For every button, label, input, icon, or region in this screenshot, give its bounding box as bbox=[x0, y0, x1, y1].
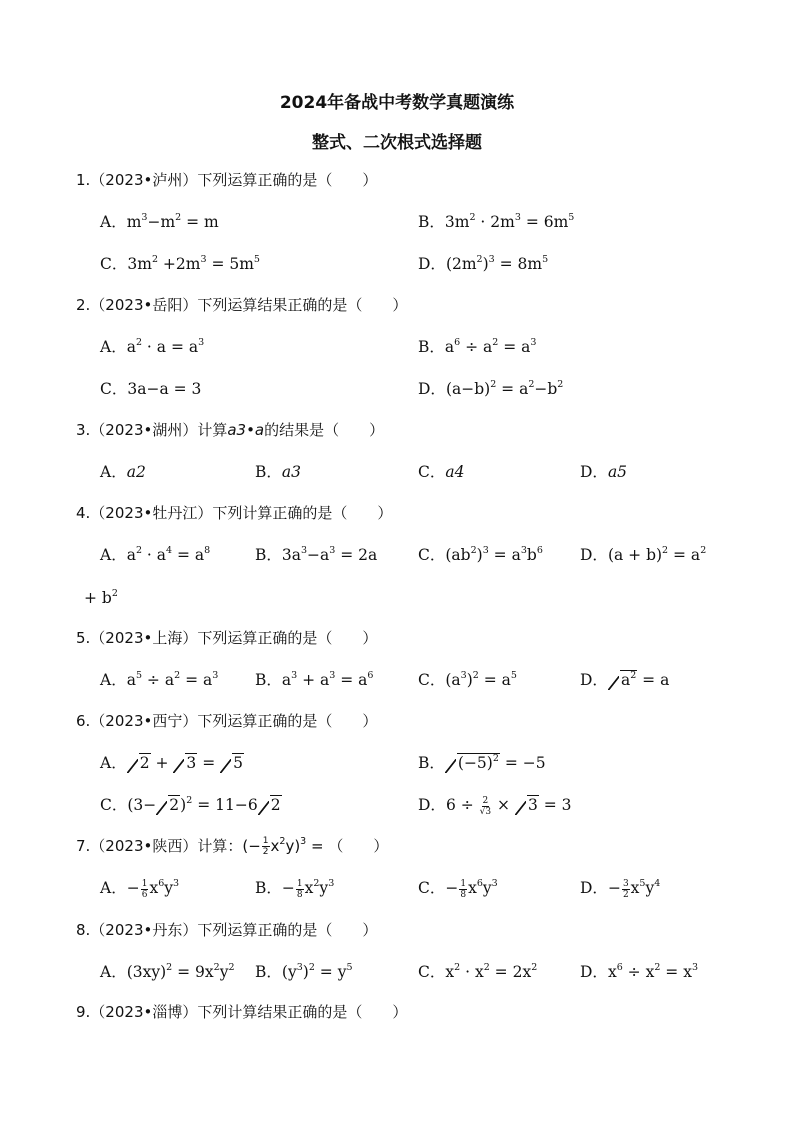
q2-option-b: B．$a^6 \div a^2 = a^3$ bbox=[418, 337, 537, 356]
q5-option-d: D． $a^2 = a$ bbox=[580, 670, 670, 689]
q3-option-c: C．a4 bbox=[418, 463, 465, 481]
q6-option-c: C．$(3- 2)^2 = 11-6$ 2 bbox=[100, 795, 281, 814]
q7-option-d: D．− $\frac{3}{2}$ $x^5y^4$ bbox=[580, 878, 661, 900]
question-8-stem: 8.（2023•丹东）下列运算正确的是（ ） bbox=[76, 921, 378, 939]
q3-option-d: D．a5 bbox=[580, 463, 628, 481]
page-title: 2024年备战中考数学真题演练 bbox=[279, 93, 515, 113]
question-3-stem: 3.（2023•湖州）计算a3•a的结果是（ ） bbox=[76, 421, 385, 439]
q8-option-a: A．$(3xy)^2 = 9x^2y^2$ bbox=[100, 962, 235, 981]
q4-option-b: B．$3a^3-a^3 = 2a$ bbox=[255, 545, 378, 564]
q6-option-d: D．6 ÷ $\frac{2}{√3}$ × 3 = 3 bbox=[418, 795, 572, 817]
q3-option-b: B．a3 bbox=[255, 463, 301, 481]
question-7-stem: 7.（2023•陕西）计算：(− $\frac{1}{2}$ $x^2y)^3$ = （ ） bbox=[76, 836, 389, 857]
q1-option-d: D．$(2m^2)^3 = 8m^5$ bbox=[418, 254, 549, 273]
q5-option-b: B．$a^3 + a^3 = a^6$ bbox=[255, 670, 374, 689]
q6-option-b: B． $(-5)^2 = -5$ bbox=[418, 753, 546, 772]
q6-option-a: A． 2 + 3 = 5 bbox=[100, 754, 244, 772]
q1-option-c: C．$3m^2 +2m^3 = 5m^5$ bbox=[100, 254, 260, 273]
q7-option-c: C．− $\frac{1}{8}$ $x^6y^3$ bbox=[418, 878, 498, 900]
q2-option-a: A．$a^2 \cdot a = a^3$ bbox=[100, 337, 205, 356]
q7-option-a: A．− $\frac{1}{6}$ $x^6y^3$ bbox=[100, 878, 180, 900]
question-2-stem: 2.（2023•岳阳）下列运算结果正确的是（ ） bbox=[76, 296, 408, 314]
q2-option-c: C．3a−a = 3 bbox=[100, 380, 202, 398]
q1-option-a: A．$m^3-m^2 = m$ bbox=[100, 212, 219, 231]
page-subtitle: 整式、二次根式选择题 bbox=[312, 133, 482, 153]
q5-option-c: C．$(a^3)^2 = a^5$ bbox=[418, 670, 517, 689]
q5-option-a: A．$a^5 \div a^2 = a^3$ bbox=[100, 670, 219, 689]
q8-option-b: B．$(y^3)^2 = y^5$ bbox=[255, 962, 353, 981]
question-1-stem: 1.（2023•泸州）下列运算正确的是（ ） bbox=[76, 171, 378, 189]
q1-option-b: B．$3m^2 \cdot 2m^3 = 6m^5$ bbox=[418, 212, 575, 231]
question-5-stem: 5.（2023•上海）下列运算正确的是（ ） bbox=[76, 629, 378, 647]
q7-option-b: B．− $\frac{1}{8}$ $x^2y^3$ bbox=[255, 878, 335, 900]
q3-option-a: A．a2 bbox=[100, 463, 146, 481]
question-9-stem: 9.（2023•淄博）下列计算结果正确的是（ ） bbox=[76, 1003, 408, 1021]
q4-option-d-continued: + $b^2$ bbox=[84, 588, 118, 607]
q4-option-a: A．$a^2 \cdot a^4 = a^8$ bbox=[100, 545, 211, 564]
q8-option-d: D．$x^6 \div x^2 = x^3$ bbox=[580, 962, 699, 981]
question-4-stem: 4.（2023•牡丹江）下列计算正确的是（ ） bbox=[76, 504, 393, 522]
q2-option-d: D．$(a-b)^2 = a^2-b^2$ bbox=[418, 379, 564, 398]
q8-option-c: C．$x^2 \cdot x^2 = 2x^2$ bbox=[418, 962, 538, 981]
q4-option-c: C．$(ab^2)^3 = a^3b^6$ bbox=[418, 545, 543, 564]
question-6-stem: 6.（2023•西宁）下列运算正确的是（ ） bbox=[76, 712, 378, 730]
q4-option-d: D．$(a + b)^2 = a^2$ bbox=[580, 545, 707, 564]
